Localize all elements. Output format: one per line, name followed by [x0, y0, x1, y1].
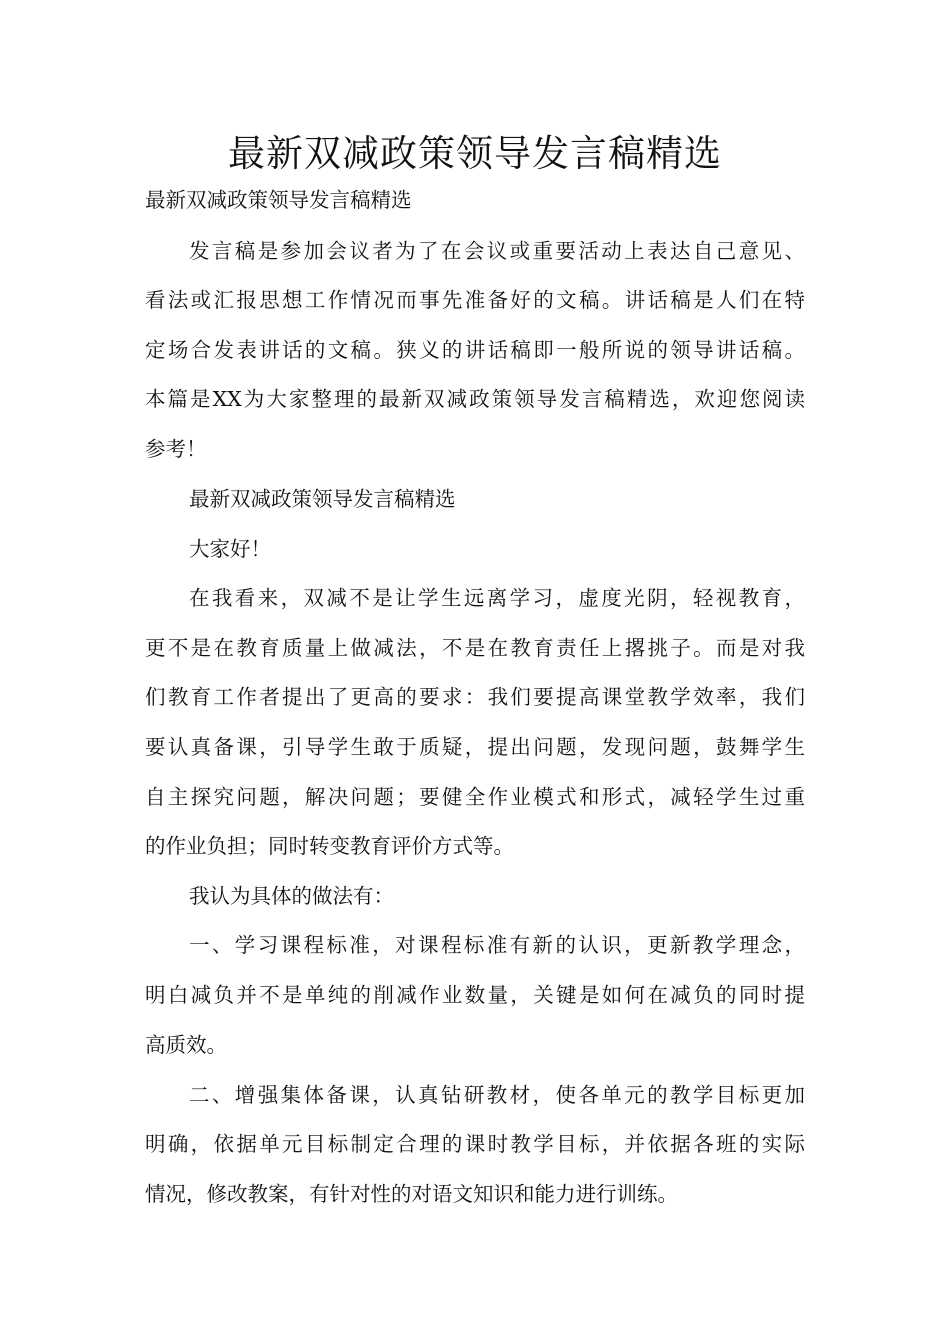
body-line: 看法或汇报思想工作情况而事先准备好的文稿。讲话稿是人们在特: [145, 288, 805, 312]
body-line: 我认为具体的做法有：: [189, 884, 394, 908]
body-line: 发言稿是参加会议者为了在会议或重要活动上表达自己意见、: [189, 239, 805, 263]
list-item-line: 情况，修改教案，有针对性的对语文知识和能力进行训练。: [145, 1182, 678, 1206]
list-item-line: 一、学习课程标准，对课程标准有新的认识，更新教学理念，: [189, 933, 805, 957]
document-title: 最新双减政策领导发言稿精选: [228, 132, 722, 175]
list-item-line: 明白减负并不是单纯的削减作业数量，关键是如何在减负的同时提: [145, 983, 805, 1007]
list-item-line: 高质效。: [145, 1033, 227, 1057]
body-line: 定场合发表讲话的文稿。狭义的讲话稿即一般所说的领导讲话稿。: [145, 338, 805, 362]
speech-heading: 最新双减政策领导发言稿精选: [189, 487, 456, 511]
body-line: 要认真备课，引导学生敢于质疑，提出问题，发现问题，鼓舞学生: [145, 735, 805, 759]
list-item-line: 二、增强集体备课，认真钻研教材，使各单元的教学目标更加: [189, 1083, 805, 1107]
body-line: 们教育工作者提出了更高的要求：我们要提高课堂教学效率，我们: [145, 685, 805, 709]
body-line: 参考！: [145, 437, 207, 461]
body-line: 自主探究问题，解决问题；要健全作业模式和形式，减轻学生过重: [145, 785, 805, 809]
body-line: 更不是在教育质量上做减法，不是在教育责任上撂挑子。而是对我: [145, 636, 805, 660]
body-line: 在我看来，双减不是让学生远离学习，虚度光阴，轻视教育，: [189, 586, 805, 610]
body-line: 的作业负担；同时转变教育评价方式等。: [145, 834, 514, 858]
list-item-line: 明确，依据单元目标制定合理的课时教学目标，并依据各班的实际: [145, 1132, 805, 1156]
document-subtitle: 最新双减政策领导发言稿精选: [145, 188, 412, 212]
greeting-line: 大家好！: [189, 537, 271, 561]
body-line: 本篇是XX为大家整理的最新双减政策领导发言稿精选，欢迎您阅读: [145, 387, 805, 411]
